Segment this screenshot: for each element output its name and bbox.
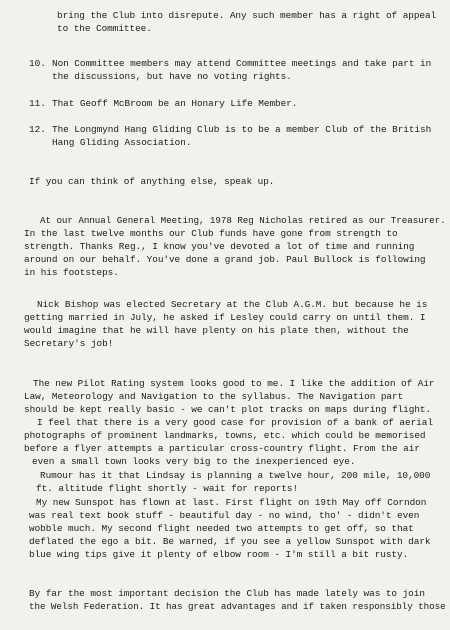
text-line: My new Sunspot has flown at last. First flight on 19th May off Corndon: [36, 497, 427, 508]
text-line: Non Committee members may attend Committee meetings and take part in: [52, 58, 432, 69]
text-line: before a flyer attempts a particular cross-country flight. From the air: [24, 443, 420, 454]
text-line: was real text book stuff - beautiful day - no wind, tho' - didn't even: [29, 510, 420, 521]
text-line: The Longmynd Hang Gliding Club is to be a member Club of the British: [52, 124, 432, 135]
text-line: getting married in July, he asked if Lesley could carry on until them. I: [24, 312, 426, 323]
text-line: around on our behalf. You've done a grand job. Paul Bullock is following: [24, 254, 426, 265]
rule-number: 11.: [29, 98, 46, 109]
text-line: I feel that there is a very good case for provision of a bank of aerial: [37, 417, 433, 428]
text-line: Hang Gliding Association.: [52, 137, 192, 148]
text-line: the discussions, but have no voting rights.: [52, 71, 292, 82]
text-line: By far the most important decision the Club has made lately was to join: [29, 588, 425, 599]
text-line: even a small town looks very big to the inexperienced eye.: [32, 456, 356, 467]
text-line: to the Committee.: [57, 23, 152, 34]
text-line: Law, Meteorology and Navigation to the syllabus. The Navigation part: [24, 391, 404, 402]
text-line: At our Annual General Meeting, 1978 Reg Nicholas retired as our Treasurer.: [40, 215, 446, 226]
text-line: the Welsh Federation. It has great advantages and if taken responsibly those: [29, 601, 446, 612]
text-line: If you can think of anything else, speak up.: [29, 176, 275, 187]
text-line: wobble much. My second flight needed two attempts to get off, so that: [29, 523, 414, 534]
text-line: ft. altitude flight shortly - wait for reports!: [36, 483, 299, 494]
rule-number: 12.: [29, 124, 46, 135]
text-line: The new Pilot Rating system looks good to me. I like the addition of Air: [33, 378, 435, 389]
text-line: Rumour has it that Lindsay is planning a twelve hour, 200 mile, 10,000: [40, 470, 431, 481]
text-line: That Geoff McBroom be an Honary Life Member.: [52, 98, 298, 109]
text-line: Nick Bishop was elected Secretary at the Club A.G.M. but because he is: [37, 299, 428, 310]
text-line: photographs of prominent landmarks, towns, etc. which could be memorised: [24, 430, 426, 441]
text-line: would imagine that he will have plenty on his plate then, without the: [24, 325, 409, 336]
rule-number: 10.: [29, 58, 46, 69]
text-line: blue wing tips give it plenty of elbow room - I'm still a bit rusty.: [29, 549, 409, 560]
text-line: deflated the ego a bit. Be warned, if you see a yellow Sunspot with dark: [29, 536, 431, 547]
text-line: Secretary's job!: [24, 338, 114, 349]
text-line: in his footsteps.: [24, 267, 119, 278]
text-line: should be kept really basic - we can't plot tracks on maps during flight.: [24, 404, 432, 415]
text-line: bring the Club into disrepute. Any such member has a right of appeal: [57, 10, 437, 21]
text-line: strength. Thanks Reg., I know you've devoted a lot of time and running: [24, 241, 415, 252]
text-line: In the last twelve months our Club funds have gone from strength to: [24, 228, 398, 239]
